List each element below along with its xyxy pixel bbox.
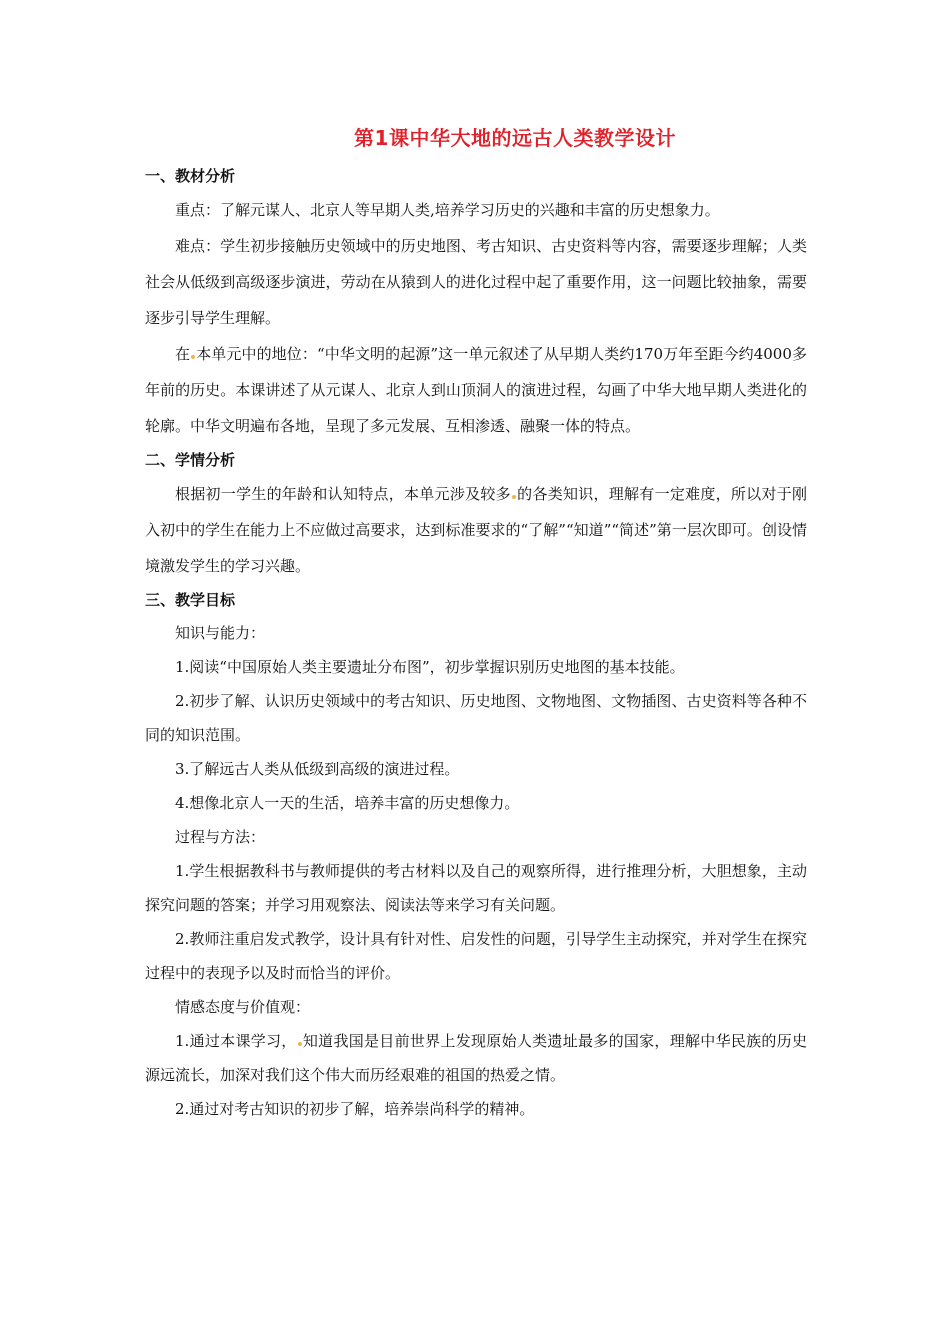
highlight-mark: [512, 495, 516, 499]
paragraph-text: 的各类知识，理解有一定难度，所以对于刚入初中的学生在能力上不应做过高要求，达到标准要求的“了解”“知道”“简述”第一层次即可。创设情境激发学生的学习兴趣。: [145, 485, 807, 575]
list-item-knowledge-2: 2.初步了解、认识历史领域中的考古知识、历史地图、文物地图、文物插图、古史资料等各种不同的知识范围。: [145, 692, 807, 744]
section-heading-teaching-goals: 三、教学目标: [145, 591, 236, 609]
highlight-mark: [191, 355, 195, 359]
paragraph-text: 在: [175, 345, 191, 363]
paragraph-student-analysis: [145, 476, 807, 584]
paragraph-difficulties: 难点：学生初步接触历史领域中的历史地图、考古知识、古史资料等内容，需要逐步理解；人类社会从低级到高级逐步演进，劳动在从猿到人的进化过程中起了重要作用，这一问题比较抽象，需要逐步引导学生理解。: [145, 237, 807, 327]
paragraph-unit-position: [145, 336, 807, 444]
subheading-process-method: 过程与方法：: [175, 828, 266, 846]
section-heading-student-analysis: 二、学情分析: [145, 451, 236, 469]
highlight-mark: [298, 1042, 302, 1046]
list-item-method-1: 1.学生根据教科书与教师提供的考古材料以及自己的观察所得，进行推理分析，大胆想象，主动探究问题的答案；并学习用观察法、阅读法等来学习有关问题。: [145, 862, 807, 914]
paragraph-text: 知道我国是目前世界上发现原始人类遗址最多的国家，理解中华民族的历史源远流长，加深对我们这个伟大而历经艰难的祖国的热爱之情。: [145, 1032, 807, 1084]
subheading-knowledge: 知识与能力：: [175, 624, 266, 642]
section-heading-textbook-analysis: 一、教材分析: [145, 167, 236, 185]
list-item-emotion-2: 2.通过对考古知识的初步了解，培养崇尚科学的精神。: [175, 1100, 535, 1118]
paragraph-text: 1.通过本课学习，: [175, 1032, 297, 1050]
document-body: [145, 160, 807, 1126]
document-title: 第1课中华大地的远古人类教学设计: [354, 126, 676, 150]
list-item-emotion-1: [145, 1024, 807, 1092]
paragraph-text: 本单元中的地位：“中华文明的起源”这一单元叙述了从早期人类约170万年至距今约4000多年前的历史。本课讲述了从元谋人、北京人到山顶洞人的演进过程，勾画了中华大地早期人类进化的轮廓。中华文明遍布各地，呈现了多元发展、互相渗透、融聚一体的特点。: [145, 345, 807, 435]
paragraph-text: 根据初一学生的年龄和认知特点，本单元涉及较多: [175, 485, 511, 503]
list-item-method-2: 2.教师注重启发式教学，设计具有针对性、启发性的问题，引导学生主动探究，并对学生在探究过程中的表现予以及时而恰当的评价。: [145, 930, 807, 982]
list-item-knowledge-4: 4.想像北京人一天的生活，培养丰富的历史想像力。: [175, 794, 520, 812]
list-item-knowledge-3: 3.了解远古人类从低级到高级的演进过程。: [175, 760, 460, 778]
list-item-knowledge-1: 1.阅读“中国原始人类主要遗址分布图”，初步掌握识别历史地图的基本技能。: [175, 658, 685, 676]
subheading-emotion-values: 情感态度与价值观：: [175, 998, 311, 1016]
paragraph-key-points: 重点：了解元谋人、北京人等早期人类,培养学习历史的兴趣和丰富的历史想象力。: [175, 201, 720, 219]
